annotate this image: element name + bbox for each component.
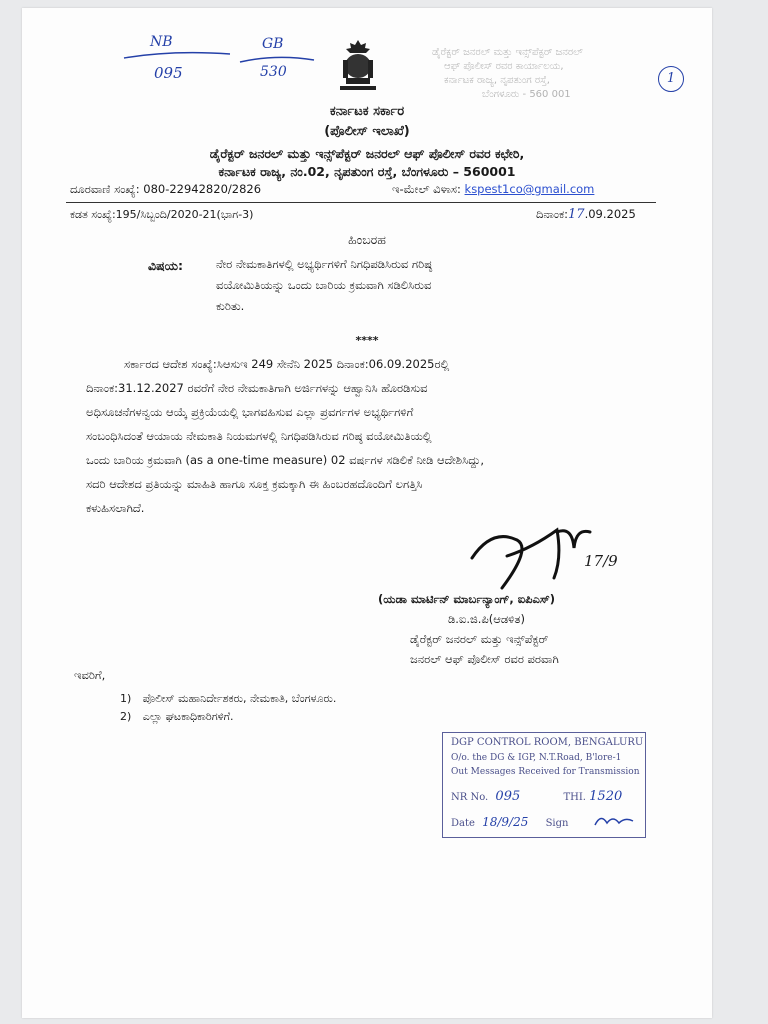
subject-label: ವಿಷಯ: <box>148 258 183 273</box>
stamp-thi-label: THI. <box>563 792 586 803</box>
gb-number: 530 <box>260 64 287 80</box>
email-link[interactable]: kspest1co@gmail.com <box>464 182 595 196</box>
email-label: ಇ-ಮೇಲ್ ವಿಳಾಸ: <box>392 182 461 196</box>
recipient-item <box>120 692 336 706</box>
stamp-date <box>451 815 568 829</box>
faint-stamp-line3: ಕರ್ನಾಟಕ ರಾಜ್ಯ, ನೃಪತುಂಗ ರಸ್ತೆ, <box>444 75 550 86</box>
recipient-text: ಎಲ್ಲಾ ಘಟಕಾಧಿಕಾರಿಗಳಿಗೆ. <box>142 710 234 723</box>
nb-top: NB <box>150 34 173 50</box>
signatory-designation: ಡಿ.ಐ.ಜಿ.ಪಿ(ಆಡಳಿತ) <box>448 612 526 626</box>
stamp-line2: O/o. the DG & IGP, N.T.Road, B'lore-1 <box>451 753 622 763</box>
file-number: ಕಡತ ಸಂಖ್ಯೆ:195/ಸಿಬ್ಬಂದಿ/2020-21(ಭಾಗ-3) <box>70 208 254 221</box>
subject-line1: ನೇರ ನೇಮಕಾತಿಗಳಲ್ಲಿ ಅಭ್ಯರ್ಥಿಗಳಿಗೆ ನಿಗಧಿಪಡಿಸಿರುವ ಗರಿಷ್ಠ <box>216 257 433 271</box>
gb-mark: GB <box>262 36 284 52</box>
header-divider <box>66 202 656 203</box>
faint-stamp-line4: ಬೆಂಗಳೂರು - 560 001 <box>482 89 571 100</box>
recipient-item <box>120 710 234 724</box>
recipient-text: ಪೊಲೀಸ್ ಮಹಾನಿರ್ದೇಶಕರು, ನೇಮಕಾತಿ, ಬೆಂಗಳೂರು. <box>142 692 337 705</box>
email-line <box>392 182 594 197</box>
body-line3: ಅಧಿಸೂಚನೆಗಳನ್ವಯ ಆಯ್ಕೆ ಪ್ರಕ್ರಿಯೆಯಲ್ಲಿ ಭಾಗವಹಿಸುವ ಎಲ್ಲಾ ಪ್ರವರ್ಗಗಳ ಅಭ್ಯರ್ಥಿಗಳಿಗೆ <box>86 405 414 419</box>
body-line1: ಸರ್ಕಾರದ ಆದೇಶ ಸಂಖ್ಯೆ:ಸಿಆಸುಇ 249 ಸೇನೆನಿ 2025 ದಿನಾಂಕ:06.09.2025ರಲ್ಲಿ <box>124 357 450 371</box>
subject-line3: ಕುರಿತು. <box>216 299 245 313</box>
phone-line <box>70 182 261 197</box>
signatory-line4: ಜನರಲ್ ಆಫ್ ಪೊಲೀಸ್ ರವರ ಪರವಾಗಿ <box>410 652 559 666</box>
stamp-date-label: Date <box>451 818 475 829</box>
circled-number-text: 1 <box>666 71 676 86</box>
phone-number: 080-22942820/2826 <box>143 182 262 196</box>
office-title: ಡೈರೆಕ್ಟರ್ ಜನರಲ್ ಮತ್ತು ಇನ್ಸ್‌ಪೆಕ್ಟರ್ ಜನರಲ್ ಆಫ್ ಪೊಲೀಸ್ ರವರ ಕಛೇರಿ, <box>209 146 525 161</box>
separator: **** <box>355 334 379 347</box>
government-title: ಕರ್ನಾಟಕ ಸರ್ಕಾರ <box>329 104 405 119</box>
date-rest: .09.2025 <box>584 207 636 221</box>
body-line6: ಸದರಿ ಆದೇಶದ ಪ್ರತಿಯನ್ನು ಮಾಹಿತಿ ಹಾಗೂ ಸೂಕ್ತ ಕ್ರಮಕ್ಕಾಗಿ ಈ ಹಿಂಬರಹದೊಂದಿಗೆ ಲಗತ್ತಿಸಿ <box>86 477 423 491</box>
office-address: ಕರ್ನಾಟಕ ರಾಜ್ಯ, ನಂ.02, ನೃಪತುಂಗ ರಸ್ತೆ, ಬೆಂಗಳೂರು – 560001 <box>218 164 516 179</box>
signatory-name: (ಯಡಾ ಮಾರ್ಟಿನ್ ಮಾರ್ಬನ್ಯಾಂಗ್, ಐಪಿಎಸ್) <box>378 592 556 606</box>
stamp-title: DGP CONTROL ROOM, BENGALURU <box>451 737 644 748</box>
recipient-num: 1) <box>120 692 132 705</box>
document-type: ಹಿಂಬರಹ <box>348 232 386 247</box>
letter-body <box>86 352 676 520</box>
handwritten-signature <box>462 518 602 598</box>
date-label: ದಿನಾಂಕ: <box>536 207 569 221</box>
subject-text <box>216 254 432 317</box>
stamp-date-value: 18/9/25 <box>482 815 529 829</box>
body-line7: ಕಳುಹಿಸಲಾಗಿದೆ. <box>86 501 145 515</box>
faint-stamp-line1: ಡೈರೆಕ್ಟರ್ ಜನರಲ್ ಮತ್ತು ಇನ್ಸ್‌ಪೆಕ್ಟರ್ ಜನರಲ್ <box>432 47 583 58</box>
nb-underline <box>122 48 232 62</box>
stamp-nr <box>451 789 622 804</box>
stamp-line3: Out Messages Received for Transmission <box>451 767 640 777</box>
body-line4: ಸಂಬಂಧಿಸಿದಂತೆ ಆಯಾಯ ನೇಮಕಾತಿ ನಿಯಮಗಳಲ್ಲಿ ನಿಗಧಿಪಡಿಸಿರುವ ಗರಿಷ್ಠ ವಯೋಮಿತಿಯಲ್ಲಿ <box>86 429 432 443</box>
letter-date <box>536 207 636 222</box>
stamp-nr-label: NR No. <box>451 792 489 803</box>
recipients-label: ಇವರಿಗೆ, <box>74 668 106 682</box>
stamp-thi-value: 1520 <box>589 789 623 804</box>
signatory-line3: ಡೈರೆಕ್ಟರ್ ಜನರಲ್ ಮತ್ತು ಇನ್ಸ್‌ಪೆಕ್ಟರ್ <box>410 632 549 646</box>
stamp-sign-label: Sign <box>545 818 569 829</box>
department-title: (ಪೊಲೀಸ್ ಇಲಾಖೆ) <box>324 124 410 139</box>
faint-stamp-line2: ಆಫ್ ಪೊಲೀಸ್ ರವರ ಕಾರ್ಯಾಲಯ, <box>444 61 564 72</box>
body-line2: ದಿನಾಂಕ:31.12.2027 ರವರೆಗೆ ನೇರ ನೇಮಕಾತಿಗಾಗಿ ಅರ್ಜಿಗಳನ್ನು ಆಹ್ವಾನಿಸಿ ಹೊರಡಿಸುವ <box>86 381 428 395</box>
signature-date: 17/9 <box>584 552 618 570</box>
state-emblem-icon <box>332 38 384 96</box>
phone-label: ದೂರವಾಣಿ ಸಂಖ್ಯೆ: <box>70 182 140 196</box>
circled-number <box>658 66 684 92</box>
body-line5: ಒಂದು ಬಾರಿಯ ಕ್ರಮವಾಗಿ (as a one-time measure) 02 ವರ್ಷಗಳ ಸಡಿಲಿಕೆ ನೀಡಿ ಆದೇಶಿಸಿದ್ದು, <box>86 453 485 467</box>
nb-number: 095 <box>154 64 183 82</box>
letter-page <box>22 8 712 1018</box>
date-handwritten: 17 <box>568 207 585 222</box>
faint-office-stamp <box>432 46 583 102</box>
stamp-signature <box>593 811 639 831</box>
recipient-num: 2) <box>120 710 132 723</box>
stamp-nr-value: 095 <box>495 789 521 804</box>
subject-line2: ವಯೋಮಿತಿಯನ್ನು ಒಂದು ಬಾರಿಯ ಕ್ರಮವಾಗಿ ಸಡಿಲಿಸಿರುವ <box>216 278 432 292</box>
control-room-stamp <box>442 732 646 838</box>
